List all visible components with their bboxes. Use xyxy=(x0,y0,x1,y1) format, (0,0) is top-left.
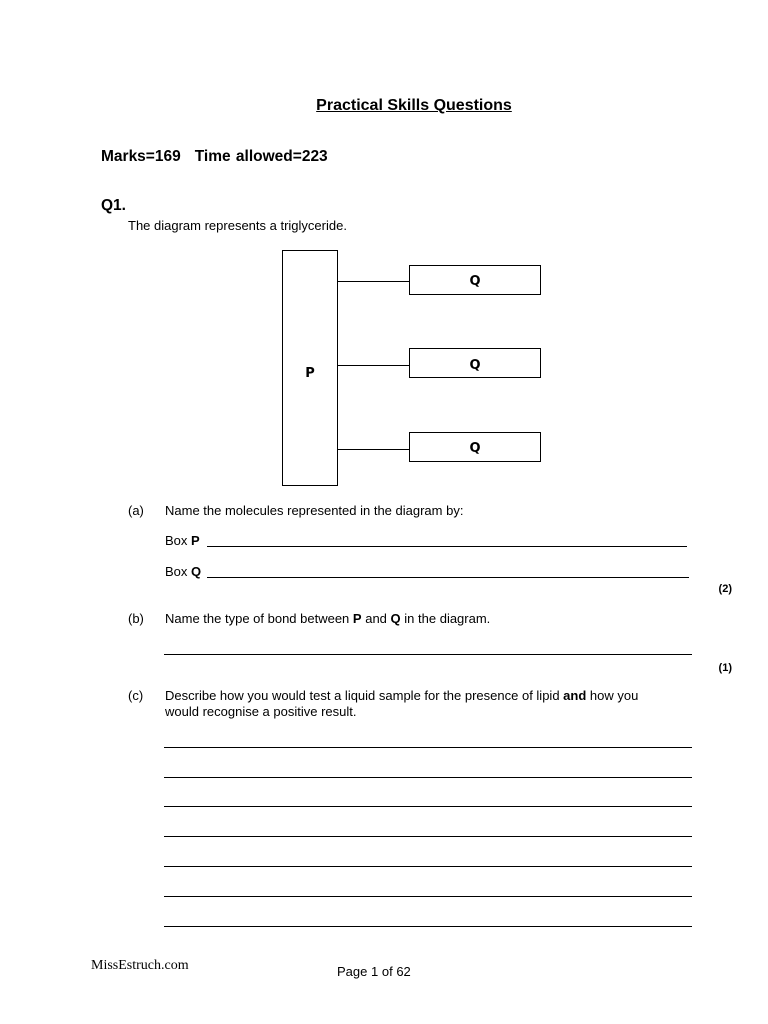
part-a-text: Name the molecules represented in the diagram by: xyxy=(165,503,464,518)
part-c-label: (c) xyxy=(128,688,144,703)
part-c-text-1: Describe how you would test a liquid sample for the presence of lipid xyxy=(165,688,560,703)
answer-line-c-3[interactable] xyxy=(164,806,692,807)
part-a-box-p-prompt xyxy=(165,533,200,549)
box-p-label: P xyxy=(305,366,315,381)
answer-line-c-5[interactable] xyxy=(164,866,692,867)
answer-line-c-1[interactable] xyxy=(164,747,692,748)
marks-label: Marks=169 xyxy=(101,148,181,165)
part-c-text-2: how you xyxy=(589,688,639,703)
box-word: Box xyxy=(165,533,188,548)
box-q-1-label: Q xyxy=(469,274,481,289)
part-b-p: P xyxy=(352,611,362,626)
page-label: Page xyxy=(337,964,368,979)
page-title xyxy=(0,97,768,115)
box-q-3-label: Q xyxy=(469,441,481,456)
question-intro: The diagram represents a triglyceride. xyxy=(128,218,347,233)
part-a-marks: (2) xyxy=(718,583,732,595)
answer-line-c-7[interactable] xyxy=(164,926,692,927)
answer-line-c-2[interactable] xyxy=(164,777,692,778)
part-c-and: and xyxy=(563,688,587,703)
footer-page-number xyxy=(337,964,411,979)
total-pages: 62 xyxy=(396,964,411,979)
part-b-text-1: Name the type of bond between xyxy=(165,611,350,626)
part-b-text xyxy=(165,611,490,627)
box-q-2-label: Q xyxy=(469,358,481,373)
part-a-label: (a) xyxy=(128,503,144,518)
answer-line-c-6[interactable] xyxy=(164,896,692,897)
box-word: Box xyxy=(165,564,188,579)
answer-line-a-p[interactable] xyxy=(207,546,687,547)
answer-line-a-q[interactable] xyxy=(207,577,689,578)
part-c-text xyxy=(165,688,705,720)
footer-site: MissEstruch.com xyxy=(91,958,189,973)
page-number: 1 xyxy=(371,964,379,979)
answer-line-c-4[interactable] xyxy=(164,836,692,837)
triglyceride-diagram xyxy=(270,240,560,490)
time-label: Time allowed=223 xyxy=(194,148,328,165)
question-number: Q1. xyxy=(101,197,126,214)
box-p-letter: P xyxy=(191,533,200,548)
part-c-text-line2: would recognise a positive result. xyxy=(165,704,357,719)
part-b-q: Q xyxy=(390,611,401,626)
box-q-letter: Q xyxy=(191,564,202,579)
of-word: of xyxy=(381,964,393,979)
part-b-text-2: in the diagram. xyxy=(404,611,491,626)
marks-time-line xyxy=(101,148,328,166)
title-text: Practical Skills Questions xyxy=(316,97,512,114)
part-b-marks: (1) xyxy=(718,662,732,674)
part-b-and: and xyxy=(365,611,387,626)
part-b-label: (b) xyxy=(128,611,144,626)
part-a-box-q-prompt xyxy=(165,564,201,580)
answer-line-b[interactable] xyxy=(164,654,692,655)
